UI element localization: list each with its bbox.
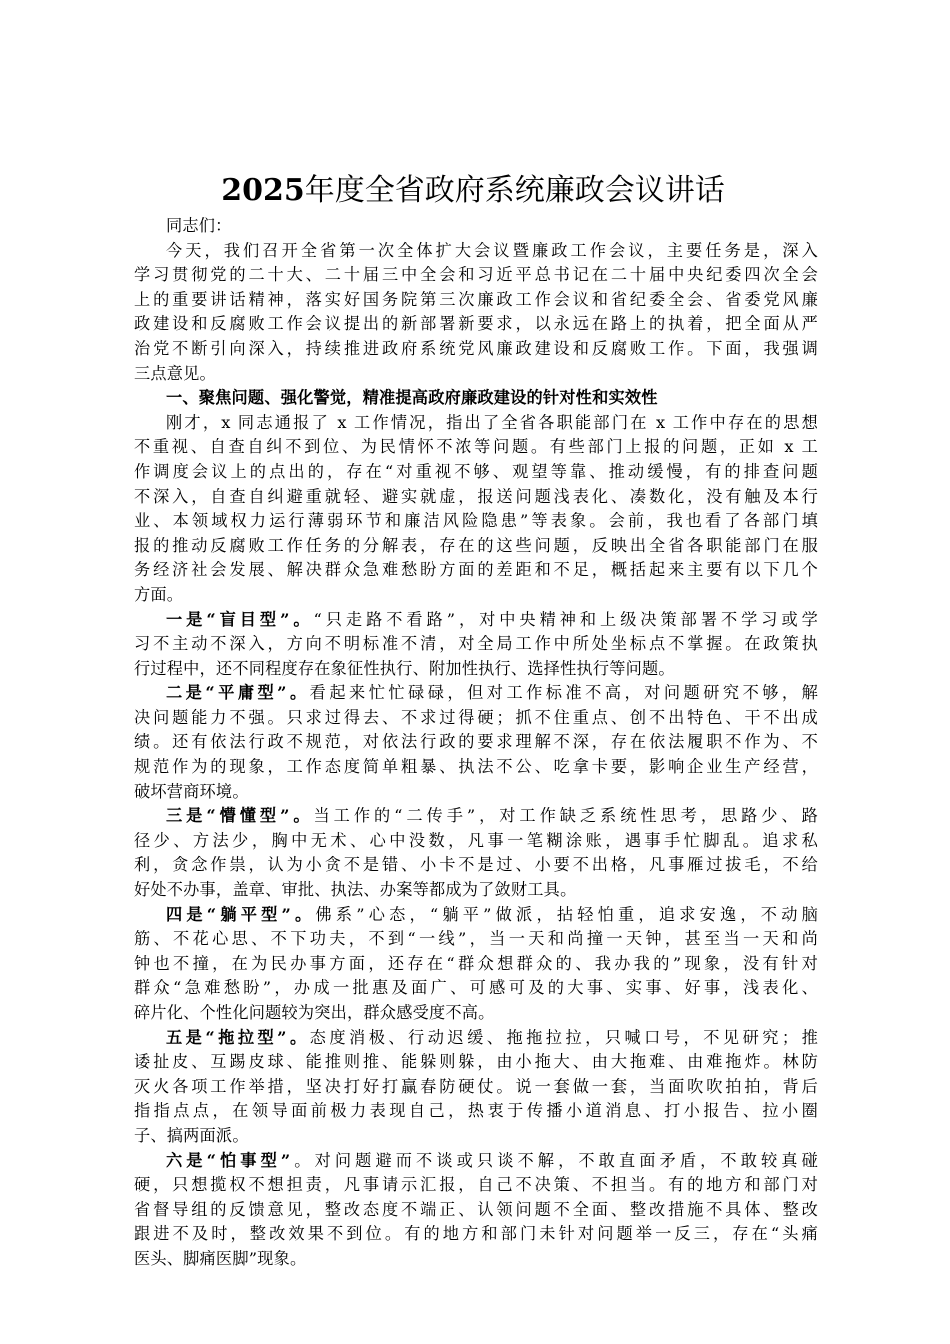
document-body bbox=[134, 214, 818, 1272]
paragraph-line: 行过程中，还不同程度存在象征性执行、附加性执行、选择性执行等问题。 bbox=[134, 658, 675, 678]
paragraph-line: 业、本领域权力运行薄弱环节和廉洁风险隐患”等表象。会前，我也看了各部门填 bbox=[134, 511, 818, 531]
type-paragraph-2 bbox=[134, 681, 818, 804]
type-text: 当工作的“二传手”，对工作缺乏系统性思考，思路少、路 bbox=[313, 806, 818, 826]
paragraph-line: 政建设和反腐败工作会议提出的新部署新要求，以永远在路上的执着，把全面从严 bbox=[134, 314, 818, 334]
document-page bbox=[134, 168, 818, 1272]
paragraph-line bbox=[134, 804, 818, 829]
paragraph-line: 习不主动不深入，方向不明标准不清，对全局工作中所处坐标点不掌握。在政策执 bbox=[134, 634, 818, 654]
type-text: 态度消极、行动迟缓、拖拖拉拉，只喊口号，不见研究；推 bbox=[309, 1027, 818, 1047]
paragraph-line: 好处不办事，盖章、审批、执法、办案等都成为了敛财工具。 bbox=[134, 880, 577, 900]
paragraph-line: 跟进不及时，整改效果不到位。有的地方和部门未针对问题举一反三，存在“头痛 bbox=[134, 1224, 818, 1244]
paragraph-line: 治党不断引向深入，持续推进政府系统党风廉政建设和反腐败工作。下面，我强调 bbox=[134, 338, 818, 358]
paragraph-line: 方面。 bbox=[134, 584, 184, 604]
type-label: 三是“懵懂型”。 bbox=[166, 806, 314, 826]
paragraph-line: 报的推动反腐败工作任务的分解表，存在的这些问题，反映出全省各职能部门在服 bbox=[134, 535, 818, 555]
type-label: 一是“盲目型”。 bbox=[166, 609, 314, 629]
paragraph-line: 规范作为的现象，工作态度简单粗暴、执法不公、吃拿卡要，影响企业生产经营， bbox=[134, 757, 818, 777]
title-text: 年度全省政府系统廉政会议讲话 bbox=[304, 173, 725, 208]
type-paragraph-3 bbox=[134, 804, 818, 902]
type-text: “只走路不看路”，对中央精神和上级决策部署不学习或学 bbox=[313, 609, 818, 629]
paragraph-line: 不深入，自查自纠避重就轻、避实就虚，报送问题浅表化、凑数化，没有触及本行 bbox=[134, 486, 818, 506]
type-text: 。对问题避而不谈或只谈不解，不敢直面矛盾，不敢较真碰 bbox=[290, 1150, 818, 1170]
paragraph-line: 决问题能力不强。只求过得去、不求过得硬；抓不住重点、创不出特色、干不出成 bbox=[134, 707, 818, 727]
paragraph-line: 指指点点，在领导面前极力表现自己，热衷于传播小道消息、打小报告、拉小圈 bbox=[134, 1101, 818, 1121]
section-heading: 一、聚焦问题、强化警觉，精准提高政府廉政建设的针对性和实效性 bbox=[166, 388, 658, 408]
type-label: 二是“平庸型”。 bbox=[166, 683, 310, 703]
paragraph-line: 利，贪念作祟，认为小贪不是错、小卡不是过、小要不出格，凡事雁过拔毛，不给 bbox=[134, 855, 818, 875]
title-year: 2025 bbox=[221, 173, 305, 208]
paragraph-line: 今天，我们召开全省第一次全体扩大会议暨廉政工作会议，主要任务是，深入 bbox=[166, 240, 818, 260]
section1-paragraph bbox=[134, 411, 818, 608]
paragraph-line: 硬，只想揽权不想担责，凡事请示汇报，自己不决策、不担当。有的地方和部门对 bbox=[134, 1175, 818, 1195]
intro-paragraph bbox=[134, 239, 818, 387]
type-label: 六是“怕事型” bbox=[166, 1150, 291, 1170]
type-paragraph-4 bbox=[134, 903, 818, 1026]
paragraph-line: 省督导组的反馈意见，整改态度不端正、认领问题不全面、整改措施不具体、整改 bbox=[134, 1199, 818, 1219]
paragraph-line: 绩。还有依法行政不规范，对依法行政的要求理解不深，存在依法履职不作为、不 bbox=[134, 732, 818, 752]
document-title bbox=[128, 168, 818, 214]
type-paragraph-6 bbox=[134, 1149, 818, 1272]
paragraph-line bbox=[134, 903, 818, 928]
paragraph-line: 医头、脚痛医脚”现象。 bbox=[134, 1248, 307, 1268]
paragraph-line bbox=[134, 1026, 818, 1051]
paragraph-line: 作调度会议上的点出的，存在“对重视不够、观望等靠、推动缓慢，有的排查问题 bbox=[134, 461, 818, 481]
paragraph-line: 不重视、自查自纠不到位、为民情怀不浓等问题。有些部门上报的问题，正如 x 工 bbox=[134, 437, 818, 457]
paragraph-line: 径少、方法少，胸中无术、心中没数，凡事一笔糊涂账，遇事手忙脚乱。追求私 bbox=[134, 830, 818, 850]
type-paragraph-1 bbox=[134, 608, 818, 682]
paragraph-line: 群众“急难愁盼”，办成一批惠及面广、可感可及的大事、实事、好事，浅表化、 bbox=[134, 978, 818, 998]
paragraph-line: 碎片化、个性化问题较为突出，群众感受度不高。 bbox=[134, 1003, 495, 1022]
paragraph-line: 钟也不撞，在为民办事方面，还存在“群众想群众的、我办我的”现象，没有针对 bbox=[134, 953, 818, 973]
paragraph-line: 诿扯皮、互踢皮球、能推则推、能躲则躲，由小拖大、由大拖难、由难拖炸。林防 bbox=[134, 1052, 818, 1072]
paragraph-line: 上的重要讲话精神，落实好国务院第三次廉政工作会议和省纪委全会、省委党风廉 bbox=[134, 289, 818, 309]
paragraph-line bbox=[134, 681, 818, 706]
type-label: 五是“拖拉型”。 bbox=[166, 1027, 310, 1047]
paragraph-line: 筋、不花心思、不下功夫，不到“一线”，当一天和尚撞一天钟，甚至当一天和尚 bbox=[134, 929, 818, 949]
paragraph-line: 务经济社会发展、解决群众急难愁盼方面的差距和不足，概括起来主要有以下几个 bbox=[134, 560, 818, 580]
paragraph-line: 学习贯彻党的二十大、二十届三中全会和习近平总书记在二十届中央纪委四次全会 bbox=[134, 265, 818, 285]
paragraph-line: 刚才，x 同志通报了 x 工作情况，指出了全省各职能部门在 x 工作中存在的思想 bbox=[166, 412, 818, 432]
type-paragraph-5 bbox=[134, 1026, 818, 1149]
salutation: 同志们： bbox=[166, 216, 232, 235]
paragraph-line: 破坏营商环境。 bbox=[134, 781, 249, 801]
type-text: 看起来忙忙碌碌，但对工作标准不高，对问题研究不够，解 bbox=[309, 683, 818, 703]
paragraph-line: 子、搞两面派。 bbox=[134, 1125, 249, 1145]
type-label: 四是“躺平型”。 bbox=[166, 904, 316, 924]
type-text: 佛系”心态，“躺平”做派，拈轻怕重，追求安逸，不动脑 bbox=[315, 904, 818, 924]
paragraph-line bbox=[134, 608, 818, 633]
paragraph-line: 灭火各项工作举措，坚决打好打赢春防硬仗。说一套做一套，当面吹吹拍拍，背后 bbox=[134, 1076, 818, 1096]
paragraph-line bbox=[134, 1149, 818, 1174]
paragraph-line: 三点意见。 bbox=[134, 363, 216, 383]
